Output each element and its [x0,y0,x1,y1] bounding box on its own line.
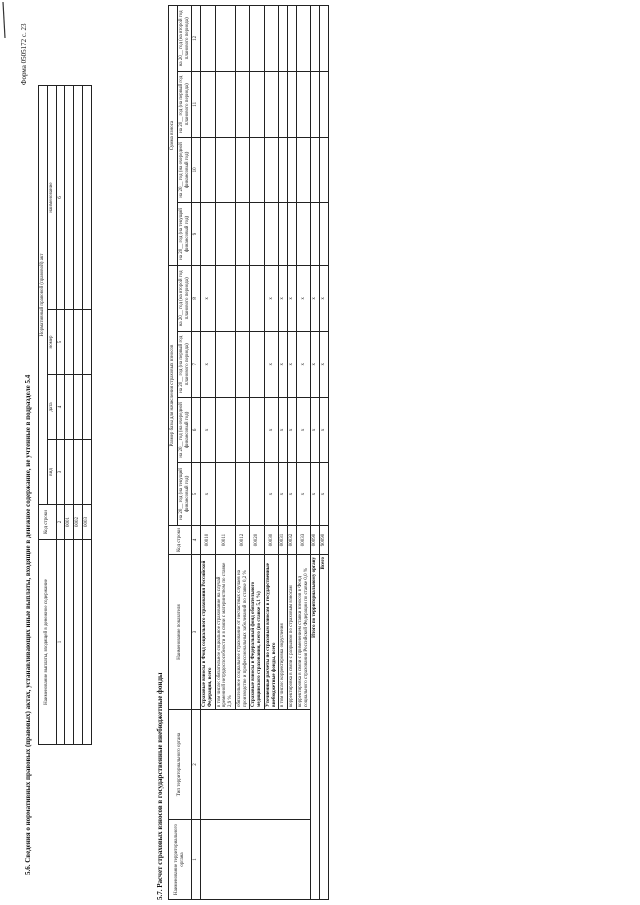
s56-cell[interactable] [74,375,83,440]
s57-cell[interactable] [311,202,320,265]
s57-x: x [320,266,329,332]
s57-cell[interactable] [320,202,329,265]
table-row-total [320,6,329,900]
s57-header-territory-type: Тип территориального органа [169,710,192,820]
s57-sum-cell[interactable] [296,137,311,202]
s57-sum-cell[interactable] [288,202,297,265]
s57-base-cell[interactable] [250,397,265,462]
s57-total-territory-code: 00090 [311,526,320,555]
form-code: Форма 0505172 с. 23 [20,23,28,85]
s57-sum-cell[interactable] [288,6,297,72]
s57-sum-cell[interactable] [215,6,235,72]
s56-cell[interactable] [82,375,91,440]
s57-sum-cell[interactable] [264,202,279,265]
s57-header-code: Код строки [169,526,192,555]
s56-header-name: Наименование выплаты, входящей в денежное содержание [39,540,57,745]
s57-sum-cell[interactable] [235,71,250,137]
s57-base-cell: x [296,266,311,332]
s57-x: x [311,331,320,397]
s57-base-cell: x [201,397,216,462]
s57-cell[interactable] [311,6,320,72]
section-5-7-table [168,5,329,900]
s57-sum-cell[interactable] [235,137,250,202]
s57-base-cell: x [288,331,297,397]
section-5-7-title: 5.7. Расчет страховых взносов в государственные внебюджетные фонды [156,672,164,900]
s57-colnum: 2 [192,710,201,820]
s57-row-code: 00020 [250,526,265,555]
s57-colnum: 12 [192,6,201,72]
s57-sum-cell[interactable] [264,137,279,202]
s57-colnum: 8 [192,266,201,332]
s57-sum-cell[interactable] [250,137,265,202]
s57-base-cell: x [288,397,297,462]
table-row [201,6,216,900]
s56-cell[interactable] [74,440,83,505]
s57-sum-cell[interactable] [235,202,250,265]
s57-sum-cell[interactable] [215,71,235,137]
s57-base-cell: x [279,331,288,397]
s57-x: x [320,331,329,397]
s57-colnum: 10 [192,137,201,202]
s57-sum-cell[interactable] [201,6,216,72]
s57-base-cell[interactable] [250,266,265,332]
s57-colnum: 3 [192,555,201,710]
s57-row-name: обязательное социальное страхование от несчастных случаев на производстве и профессиональных заболеваний по ставке 0,2 % [235,555,250,710]
s57-sum-cell[interactable] [215,202,235,265]
s56-colnum: 6 [56,86,65,310]
s56-cell[interactable] [65,440,74,505]
s57-base-period: на 20__ год (на текущий финансовый год) [177,462,192,525]
s57-header-sum: Сумма взноса [169,6,178,266]
s57-sum-cell[interactable] [250,71,265,137]
s57-base-cell: x [288,462,297,525]
s57-header-territory: Наименование территориального органа [169,820,192,900]
s57-base-cell: x [296,331,311,397]
s57-row-name: Страховые взносы в Федеральный фонд обязательного медицинского страхования, всего (по ставке 5,1 %) [250,555,265,710]
s57-sum-cell[interactable] [201,71,216,137]
s57-base-cell[interactable] [250,462,265,525]
s56-cell-name[interactable] [65,540,74,745]
s57-total-code: 90090 [320,526,329,555]
s56-cell-name[interactable] [82,540,91,745]
s57-cell[interactable] [320,6,329,72]
s56-cell-name[interactable] [74,540,83,745]
s57-base-cell: x [296,397,311,462]
s57-sum-period: на 20__ год (на первый год планового периода) [177,71,192,137]
s57-colnum: 6 [192,397,201,462]
s57-header-name: Наименование показателя [169,555,192,710]
s57-total-label: Всего [320,555,329,900]
s57-row-code: 00030 [264,526,279,555]
s57-base-cell: x [296,462,311,525]
s57-x: x [311,397,320,462]
table-row [65,86,74,745]
s57-row-code: 00012 [235,526,250,555]
s57-sum-cell[interactable] [296,6,311,72]
s57-row-name: в том числе: обязательное социальное страхование на случай временной нетрудоспособности и в связи с материнством по ставке 2,9 % [215,555,235,710]
s57-base-cell: x [201,462,216,525]
s56-colnum: 2 [56,505,65,540]
s57-sum-cell[interactable] [279,137,288,202]
s57-x: x [320,462,329,525]
s57-header-base: Размер базы для начисления страховых взносов [169,266,178,526]
s57-colnum: 11 [192,71,201,137]
s56-header-act: Нормативный правовой (правовой) акт [39,86,48,505]
s57-colnum: 7 [192,331,201,397]
s56-cell[interactable] [74,310,83,375]
s57-x: x [311,266,320,332]
s57-base-cell: x [264,266,279,332]
s57-sum-cell[interactable] [279,71,288,137]
s57-sum-cell[interactable] [250,6,265,72]
section-5-6-table [38,85,92,745]
s57-colnum: 4 [192,526,201,555]
s57-row-name: Уточненные расчеты по страховым взносам в государственные внебюджетные фонды, всего [264,555,279,710]
s57-row-code: 00031 [279,526,288,555]
s56-header-type: вид [47,440,56,505]
s57-x: x [311,462,320,525]
s56-colnum: 5 [56,310,65,375]
s57-sum-cell[interactable] [264,71,279,137]
s57-row-code: 00011 [215,526,235,555]
s56-cell[interactable] [74,86,83,310]
s57-cell[interactable] [311,137,320,202]
s56-cell-code: 0001 [65,505,74,540]
s57-sum-period: на 20__ год (на второй год планового периода) [177,6,192,72]
s57-sum-cell[interactable] [215,137,235,202]
table-row [74,86,83,745]
s57-row-code: 00033 [296,526,311,555]
s57-x: x [320,397,329,462]
s57-base-cell[interactable] [215,266,235,332]
s57-row-name: корректировка в связи с разрывом по страховым взносам [288,555,297,710]
s57-colnum: 1 [192,820,201,900]
s57-base-cell[interactable] [235,397,250,462]
s57-sum-cell[interactable] [279,6,288,72]
table-row [82,86,91,745]
s56-cell[interactable] [82,310,91,375]
table-row-total-territory [311,6,320,900]
s56-colnum: 3 [56,440,65,505]
s57-body [201,6,311,900]
s57-sum-cell[interactable] [201,202,216,265]
s57-base-cell: x [279,462,288,525]
s57-base-period: на 20__ год (на первый год планового периода) [177,331,192,397]
s57-cell[interactable] [320,71,329,137]
s57-base-cell: x [279,397,288,462]
s57-cell-territory[interactable] [201,820,311,900]
s57-base-cell[interactable] [215,397,235,462]
s57-base-cell[interactable] [215,462,235,525]
s57-base-cell: x [288,266,297,332]
s57-base-cell: x [201,266,216,332]
section-5-6-title: 5.6. Сведения о нормативных правовых (правовых) актах, устанавливающих иные выплаты, входящие в денежное содержание, не учтенные в подразделе 5.4 [24,374,32,875]
s56-colnum: 1 [56,540,65,745]
s57-base-cell: x [201,331,216,397]
s57-cell[interactable] [311,71,320,137]
s57-row-name: в том числе: корректировка округления [279,555,288,710]
s57-cell-territory-type[interactable] [201,710,311,820]
s56-cell[interactable] [82,86,91,310]
s57-base-cell: x [264,331,279,397]
s57-base-period: на 20__ год (на очередной финансовый год) [177,397,192,462]
s57-sum-cell[interactable] [288,71,297,137]
s57-base-cell[interactable] [250,331,265,397]
s56-header-code: Код строки [39,505,57,540]
s57-sum-cell[interactable] [235,6,250,72]
s56-cell[interactable] [65,86,74,310]
s56-cell-code: 0003 [82,505,91,540]
s57-base-cell: x [264,462,279,525]
s56-colnum: 4 [56,375,65,440]
s56-header-number: номер [47,310,56,375]
s57-sum-cell[interactable] [250,202,265,265]
s57-colnum: 5 [192,462,201,525]
s57-sum-cell[interactable] [279,202,288,265]
s57-row-name: корректировка в связи с применением ставки взносов в Фонд социального страхования Российской Федерации по ставке 0,0 % [296,555,311,710]
s57-base-cell: x [264,397,279,462]
s57-colnum: 9 [192,202,201,265]
s57-base-cell[interactable] [235,462,250,525]
s57-sum-cell[interactable] [296,71,311,137]
s57-row-name: Страховые взносы в Фонд социального страхования Российской Федерации, всего [201,555,216,710]
s56-header-title: наименование [47,86,56,310]
s56-cell[interactable] [82,440,91,505]
s57-row-code: 00032 [288,526,297,555]
s57-base-cell: x [279,266,288,332]
s56-header-date: дата [47,375,56,440]
s57-sum-cell[interactable] [296,202,311,265]
s57-sum-cell[interactable] [264,6,279,72]
s56-cell-code: 0002 [74,505,83,540]
s57-sum-cell[interactable] [201,137,216,202]
s56-cell[interactable] [65,310,74,375]
s57-sum-cell[interactable] [288,137,297,202]
s57-sum-period: на 20__ год (на очередной финансовый год) [177,137,192,202]
s57-row-code: 00010 [201,526,216,555]
s57-base-cell[interactable] [235,266,250,332]
s57-sum-period: на 20__ год (на текущий финансовый год) [177,202,192,265]
s56-cell[interactable] [65,375,74,440]
s57-base-period: на 20__ год (на второй год планового периода) [177,266,192,332]
s57-base-cell[interactable] [235,331,250,397]
s57-base-cell[interactable] [215,331,235,397]
s57-cell[interactable] [320,137,329,202]
s57-total-territory-label: Итого по территориальному органу [311,555,320,900]
